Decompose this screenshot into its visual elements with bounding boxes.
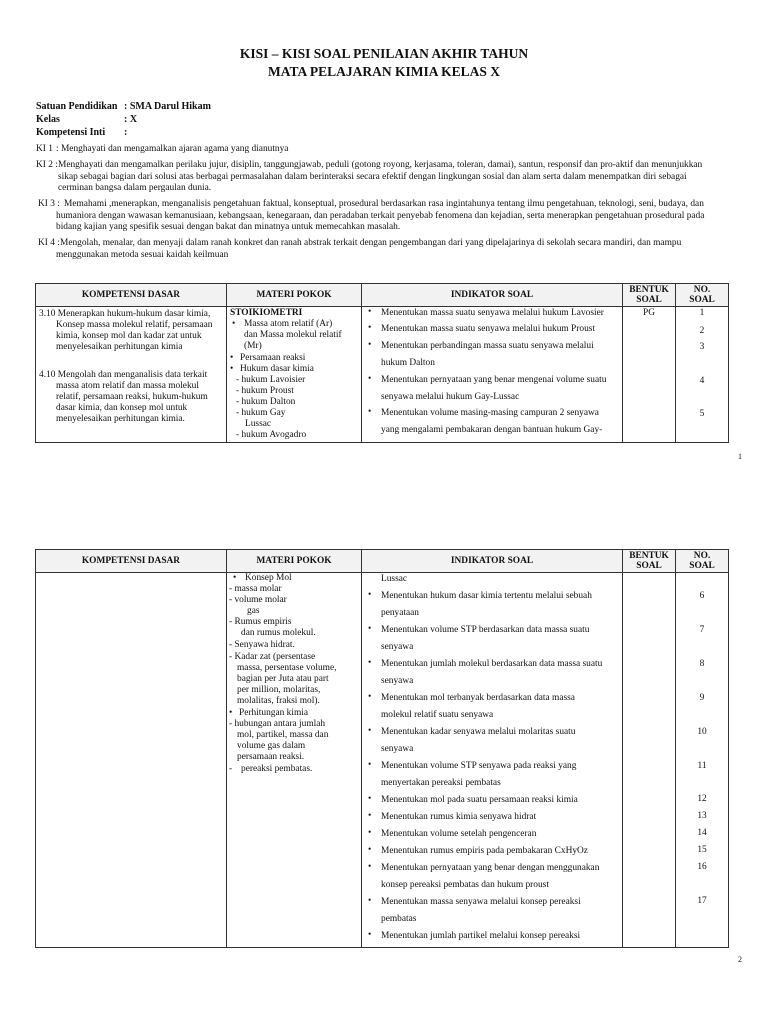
- ki-3-line3: bidang kajian yang spesifik sesuai dengan bakat dan minatnya untuk memecahkan masalah.: [56, 222, 401, 232]
- bullet: •: [368, 692, 372, 702]
- bullet: •: [368, 811, 372, 821]
- kd-line: menyelesaikan perhitungan kimia: [56, 342, 183, 352]
- materi-pokok-cell: [227, 573, 362, 948]
- bullet: •: [368, 307, 372, 317]
- mp-line: per million, molaritas,: [237, 685, 321, 695]
- no-soal-value: 5: [699, 409, 705, 419]
- header-materi-pokok: MATERI POKOK: [227, 550, 362, 573]
- indikator-line: senyawa: [381, 744, 414, 754]
- kompetensi-dasar-cell: [36, 307, 227, 443]
- mp-line: - Kadar zat (persentase: [229, 652, 316, 662]
- indikator-line: penyataan: [381, 608, 419, 618]
- kompetensi-inti-label: Kompetensi Inti: [36, 127, 106, 138]
- ki-3-heading: KI 3 :: [38, 199, 60, 209]
- kompetensi-dasar-cell: [36, 573, 227, 948]
- mp-line: (Mr): [244, 341, 262, 351]
- indikator-line: molekul relatif suatu senyawa: [381, 710, 494, 720]
- mp-line: Hukum dasar kimia: [240, 364, 314, 374]
- bullet: •: [368, 726, 372, 736]
- ki-3-line1: Memahami ,menerapkan, menganalisis pengetahuan faktual, konseptual, prosedural berdasarkan rasa ingintahunya tentang ilmu pengetahuan, teknologi, seni, budaya, dan: [64, 199, 704, 209]
- ki-4: [38, 238, 746, 262]
- kisi-table-page-1: [35, 283, 729, 443]
- ki-4-line1: Mengolah, menalar, dan menyaji dalam ranah konkret dan ranah abstrak terkait dengan pengembangan dari yang dipelajarinya di sekolah secara mandiri, dan mampu: [60, 238, 682, 248]
- bullet: •: [368, 862, 372, 872]
- table-header-row: [36, 284, 729, 307]
- bullet: •: [368, 658, 372, 668]
- satuan-pendidikan-label: Satuan Pendidikan: [36, 101, 118, 112]
- kelas-label: Kelas: [36, 114, 60, 125]
- bullet: •: [368, 760, 372, 770]
- no-soal-value: 14: [697, 828, 707, 838]
- ki-3-line2: humaniora dengan wawasan kemanusiaan, kebangsaan, kenegaraan, dan peradaban terkait penyebab fenomena dan kejadian, serta menerapkan pengetahuan prosedural pada: [56, 210, 705, 221]
- bullet: •: [368, 374, 372, 384]
- bullet: •: [368, 590, 372, 600]
- bullet: •: [230, 353, 234, 363]
- kd-line: dasar kimia, dan konsep mol untuk: [56, 403, 188, 413]
- bullet: •: [368, 794, 372, 804]
- header-indikator-soal: INDIKATOR SOAL: [362, 550, 623, 573]
- indikator-line: Menentukan massa senyawa melalui konsep pereaksi: [381, 897, 581, 907]
- bullet: •: [232, 319, 236, 329]
- kd-line: massa atom relatif dan massa molekul: [56, 381, 199, 391]
- mp-line: - hubungan antara jumlah: [229, 719, 326, 729]
- document-title-line1: KISI – KISI SOAL PENILAIAN AKHIR TAHUN: [239, 46, 529, 61]
- indikator-line: Menentukan rumus empiris pada pembakaran CxHyOz: [381, 846, 588, 856]
- kd-line: Konsep massa molekul relatif, persamaan: [56, 320, 213, 330]
- mp-line: volume gas dalam: [237, 741, 306, 751]
- header-indikator-soal: INDIKATOR SOAL: [362, 284, 623, 307]
- ki-2: [36, 160, 746, 196]
- satuan-pendidikan-row: [36, 101, 211, 112]
- header-bentuk-soal: BENTUK SOAL: [623, 550, 676, 573]
- table-row: [36, 573, 729, 948]
- no-soal-value: 2: [699, 326, 705, 336]
- kompetensi-inti-row: [36, 127, 127, 138]
- indikator-line: Lussac: [381, 574, 408, 584]
- bentuk-soal-cell: [623, 573, 676, 948]
- no-soal-value: 13: [697, 811, 707, 821]
- ki-3: [38, 199, 746, 235]
- bullet: •: [233, 573, 237, 583]
- header-kompetensi-dasar: KOMPETENSI DASAR: [36, 284, 227, 307]
- mp-line: -: [229, 764, 233, 774]
- satuan-pendidikan-value: : SMA Darul Hikam: [124, 101, 211, 112]
- mp-line: - Senyawa hidrat.: [229, 640, 295, 650]
- mp-line: - hukum Gay: [236, 408, 286, 418]
- indikator-line: Menentukan jumlah partikel melalui konsep pereaksi: [381, 931, 581, 941]
- indikator-line: Menentukan volume setelah pengenceran: [381, 829, 537, 839]
- indikator-line: Menentukan kadar senyawa melalui molaritas suatu: [381, 727, 576, 737]
- no-soal-value: 15: [697, 845, 707, 855]
- bullet: •: [368, 896, 372, 906]
- mp-line: Lussac: [245, 419, 272, 429]
- indikator-line: Menentukan mol terbanyak berdasarkan data massa: [381, 693, 575, 703]
- kd-line: relatif, persamaan reaksi, hukum-hukum: [56, 392, 208, 402]
- mp-line: - hukum Lavoisier: [236, 375, 306, 385]
- mp-line: - hukum Avogadro: [236, 430, 307, 440]
- no-soal-value: 12: [697, 794, 707, 804]
- bullet: •: [368, 845, 372, 855]
- bullet: •: [229, 708, 233, 718]
- header-kompetensi-dasar: KOMPETENSI DASAR: [36, 550, 227, 573]
- mp-line: mol, partikel, massa dan: [237, 730, 329, 740]
- indikator-line: Menentukan volume STP senyawa pada reaksi yang: [381, 761, 577, 771]
- indikator-line: Menentukan massa suatu senyawa melalui hukum Lavosier: [381, 308, 604, 318]
- mp-line: bagian per Juta atau part: [237, 674, 329, 684]
- indikator-line: Menentukan volume STP berdasarkan data massa suatu: [381, 625, 590, 635]
- bullet: •: [368, 340, 372, 350]
- no-soal-value: 11: [697, 761, 707, 771]
- mp-heading: STOIKIOMETRI: [230, 308, 303, 318]
- mp-line: Massa atom relatif (Ar): [244, 319, 333, 329]
- mp-line: - hukum Proust: [236, 386, 294, 396]
- kd-line: 3.10 Menerapkan hukum-hukum dasar kimia,: [39, 309, 211, 319]
- indikator-line: Menentukan pernyataan yang benar dengan menggunakan: [381, 863, 600, 873]
- no-soal-cell: [676, 573, 729, 948]
- indikator-line: Menentukan jumlah molekul berdasarkan data massa suatu: [381, 659, 603, 669]
- bullet: •: [368, 323, 372, 333]
- header-no-soal: NO. SOAL: [676, 284, 729, 307]
- kd-line: menyelesaikan perhitungan kimia.: [56, 414, 185, 424]
- bullet: •: [368, 624, 372, 634]
- no-soal-value: 10: [697, 727, 707, 737]
- document-title-line2: MATA PELAJARAN KIMIA KELAS X: [267, 64, 501, 79]
- indikator-soal-cell: [362, 307, 623, 443]
- mp-line: - massa molar: [229, 584, 282, 594]
- no-soal-value: 16: [697, 862, 707, 872]
- indikator-line: yang mengalami pembakaran dengan bantuan hukum Gay-: [381, 425, 603, 435]
- materi-pokok-cell: [227, 307, 362, 443]
- bentuk-value: PG: [643, 308, 655, 318]
- ki-2-line1: Menghayati dan mengamalkan perilaku jujur, disiplin, tanggungjawab, peduli (gotong royong, kerjasama, toleran, damai), santun, responsif dan pro-aktif dan menunjukkan: [58, 160, 703, 170]
- indikator-line: Menentukan mol pada suatu persamaan reaksi kimia: [381, 795, 578, 805]
- no-soal-value: 9: [699, 693, 705, 703]
- indikator-line: Menentukan pernyataan yang benar mengenai volume suatu: [381, 375, 607, 385]
- mp-line: massa, persentase volume,: [237, 663, 337, 673]
- header-materi-pokok: MATERI POKOK: [227, 284, 362, 307]
- kelas-row: [36, 114, 137, 125]
- mp-line: - hukum Dalton: [236, 397, 296, 407]
- indikator-line: Menentukan rumus kimia senyawa hidrat: [381, 812, 537, 822]
- mp-line: molalitas, fraksi mol).: [237, 696, 320, 706]
- ki-1-text: : Menghayati dan mengamalkan ajaran agama yang dianutnya: [56, 144, 289, 154]
- ki-2-heading: KI 2 :: [36, 160, 58, 170]
- bentuk-soal-cell: [623, 307, 676, 443]
- indikator-line: konsep pereaksi pembatas dan hukum proust: [381, 880, 549, 890]
- no-soal-value: 4: [699, 376, 705, 386]
- bullet: •: [368, 407, 372, 417]
- header-bentuk-soal: BENTUK SOAL: [623, 284, 676, 307]
- kd-line: kimia, konsep mol dan kadar zat untuk: [56, 331, 202, 341]
- kd-line: 4.10 Mengolah dan menganalisis data terkait: [39, 370, 208, 380]
- indikator-soal-cell: [362, 573, 623, 948]
- no-soal-value: 17: [697, 896, 707, 906]
- no-soal-cell: [676, 307, 729, 443]
- mp-line: - volume molar: [229, 595, 287, 605]
- kisi-table-page-2: [35, 549, 729, 948]
- mp-line: pereaksi pembatas.: [241, 764, 313, 774]
- bullet: •: [230, 364, 234, 374]
- mp-line: - Rumus empiris: [229, 617, 292, 627]
- no-soal-value: 8: [699, 659, 705, 669]
- no-soal-value: 6: [699, 591, 705, 601]
- kelas-value: : X: [124, 114, 138, 125]
- mp-line: dan Massa molekul relatif: [244, 330, 342, 340]
- kompetensi-inti-value: :: [124, 127, 128, 138]
- no-soal-value: 7: [699, 625, 705, 635]
- bullet: •: [368, 828, 372, 838]
- indikator-line: senyawa: [381, 676, 414, 686]
- mp-line: Konsep Mol: [245, 573, 292, 583]
- page-number: 2: [738, 955, 742, 964]
- mp-line: dan rumus molekul.: [241, 628, 316, 638]
- header-no-soal: NO. SOAL: [676, 550, 729, 573]
- no-soal-value: 1: [699, 308, 705, 318]
- ki-1-heading: KI 1: [36, 144, 53, 154]
- page-number: 1: [738, 452, 742, 461]
- indikator-line: hukum Dalton: [381, 358, 435, 368]
- no-soal-value: 3: [699, 342, 705, 352]
- bullet: •: [368, 930, 372, 940]
- indikator-line: senyawa melalui hukum Gay-Lussac: [381, 392, 520, 402]
- ki-2-line3: cerminan bangsa dalam pergaulan dunia.: [58, 183, 212, 193]
- indikator-line: Menentukan massa suatu senyawa melalui hukum Proust: [381, 324, 596, 334]
- ki-2-line2: sikap sebagai bagian dari solusi atas berbagai permasalahan dalam berinteraksi secara efektif dengan lingkungan sosial dan alam serta dalam menempatkan diri sebagai: [58, 171, 687, 182]
- indikator-line: pembatas: [381, 914, 417, 924]
- indikator-line: senyawa: [381, 642, 414, 652]
- ki-1: [36, 144, 736, 158]
- ki-4-line2: menggunakan metoda sesuai kaidah keilmuan: [56, 249, 229, 260]
- mp-line: persamaan reaksi.: [237, 752, 305, 762]
- indikator-line: Menentukan perbandingan massa suatu senyawa melalui: [381, 341, 594, 351]
- mp-line: Persamaan reaksi: [240, 353, 306, 363]
- table-row: [36, 307, 729, 443]
- mp-line: gas: [247, 606, 260, 616]
- mp-line: Perhitungan kimia: [239, 708, 308, 718]
- indikator-line: menyertakan pereaksi pembatas: [381, 778, 501, 788]
- ki-4-heading: KI 4 :: [38, 238, 60, 248]
- indikator-line: Menentukan volume masing-masing campuran 2 senyawa: [381, 408, 599, 418]
- table-header-row: [36, 550, 729, 573]
- indikator-line: Menentukan hukum dasar kimia tertentu melalui sebuah: [381, 591, 592, 601]
